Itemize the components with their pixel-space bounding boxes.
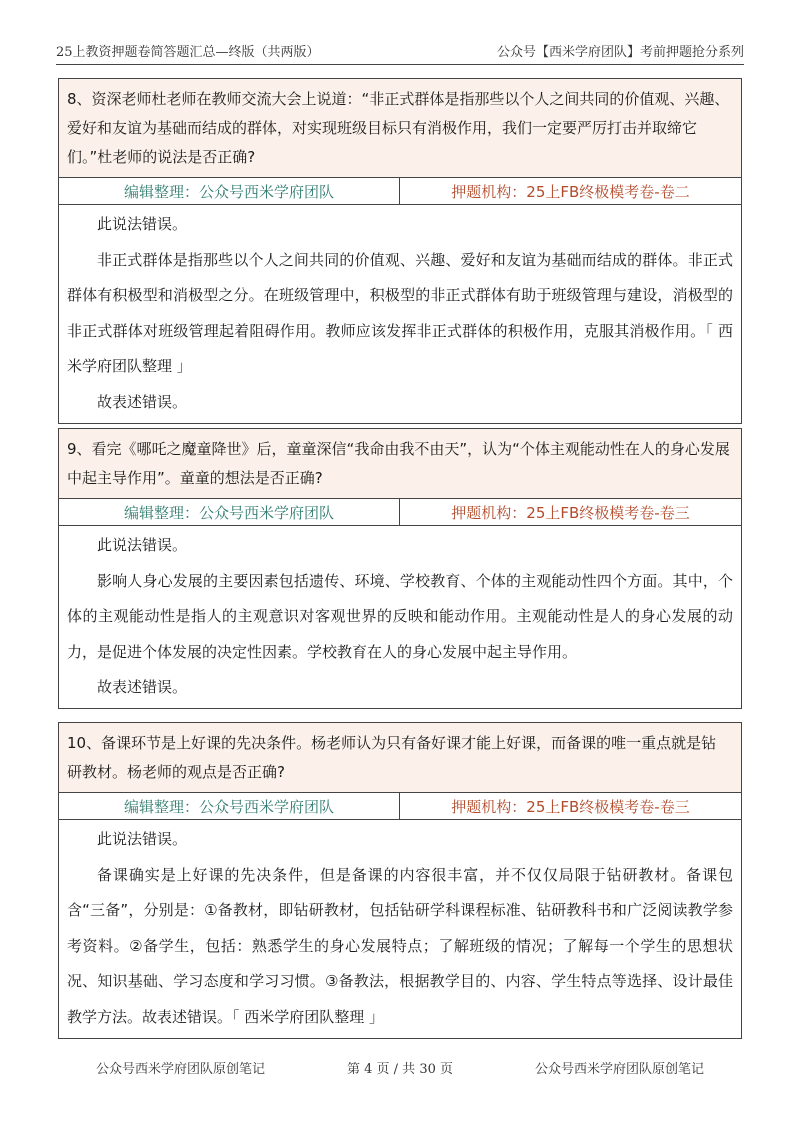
answer-paragraph: 此说法错误。 xyxy=(97,536,188,554)
answer-paragraph: 备课确实是上好课的先决条件，但是备课的内容很丰富，并不仅仅局限于钻研教材。备课包含“三备”，分别是：①备教材，即钻研教材，包括钻研学科课程标准、钻研教科书和广泛阅读教学参考资料。②备学生，包括：熟悉学生的身心发展特点；了解班级的情况；了解每一个学生的思想状况、知识基础、学习态度和学习习惯。③备教法，根据教学目的、内容、学生特点等选择、设计最佳教学方法。故表述错误。「 西米学府团队整理 」 xyxy=(67,865,733,1026)
answer-paragraph: 此说法错误。 xyxy=(97,830,188,848)
answer-body xyxy=(59,205,741,423)
editor-label: 编辑整理：公众号西米学府团队 xyxy=(59,178,400,204)
question-block-10 xyxy=(58,722,742,1039)
question-text: 8、资深老师杜老师在教师交流大会上说道：“非正式群体是指那些以个人之间共同的价值观、兴趣、爱好和友谊为基础而结成的群体，对实现班级目标只有消极作用，我们一定要严厉打击并取缔它们。”杜老师的说法是否正确? xyxy=(59,79,741,178)
meta-row xyxy=(59,178,741,205)
answer-paragraph: 故表述错误。 xyxy=(97,678,188,697)
page-header xyxy=(56,36,744,65)
question-block-8 xyxy=(58,78,742,424)
editor-label: 编辑整理：公众号西米学府团队 xyxy=(59,793,400,819)
header-series: 公众号【西米学府团队】考前押题抢分系列 xyxy=(496,45,744,60)
answer-paragraph: 影响人身心发展的主要因素包括遗传、环境、学校教育、个体的主观能动性四个方面。其中，个体的主观能动性是指人的主观意识对客观世界的反映和能动作用。主观能动性是人的身心发展的动力，是促进个体发展的决定性因素。学校教育在人的身心发展中起主导作用。 xyxy=(67,571,733,661)
question-text: 9、看完《哪吒之魔童降世》后，童童深信“我命由我不由天”，认为“个体主观能动性在人的身心发展中起主导作用”。童童的想法是否正确? xyxy=(59,429,741,499)
answer-paragraph: 故表述错误。 xyxy=(97,392,188,411)
answer-paragraph: 非正式群体是指那些以个人之间共同的价值观、兴趣、爱好和友谊为基础而结成的群体。非正式群体有积极型和消极型之分。在班级管理中，积极型的非正式群体有助于班级管理与建设，消极型的非正式群体对班级管理起着阻碍作用。教师应该发挥非正式群体的积极作用，克服其消极作用。「 西米学府团队整理 」 xyxy=(67,250,733,376)
meta-row xyxy=(59,793,741,820)
answer-body xyxy=(59,526,741,708)
question-block-9 xyxy=(58,428,742,709)
editor-label: 编辑整理：公众号西米学府团队 xyxy=(59,499,400,525)
question-text: 10、备课环节是上好课的先决条件。杨老师认为只有备好课才能上好课，而备课的唯一重点就是钻研教材。杨老师的观点是否正确? xyxy=(59,723,741,793)
source-label: 押题机构：25上FB终极模考卷-卷三 xyxy=(451,797,690,816)
page-number: 第 4 页 / 共 30 页 xyxy=(347,1062,453,1077)
source-label: 押题机构：25上FB终极模考卷-卷三 xyxy=(451,503,690,522)
header-title: 25上教资押题卷简答题汇总—终版（共两版） xyxy=(56,45,320,60)
meta-row xyxy=(59,499,741,526)
page-footer xyxy=(96,1058,704,1077)
footer-right: 公众号西米学府团队原创笔记 xyxy=(534,1062,704,1077)
answer-body xyxy=(59,820,741,1038)
footer-left: 公众号西米学府团队原创笔记 xyxy=(96,1062,266,1077)
source-label: 押题机构：25上FB终极模考卷-卷二 xyxy=(451,182,690,201)
answer-paragraph: 此说法错误。 xyxy=(97,215,188,233)
